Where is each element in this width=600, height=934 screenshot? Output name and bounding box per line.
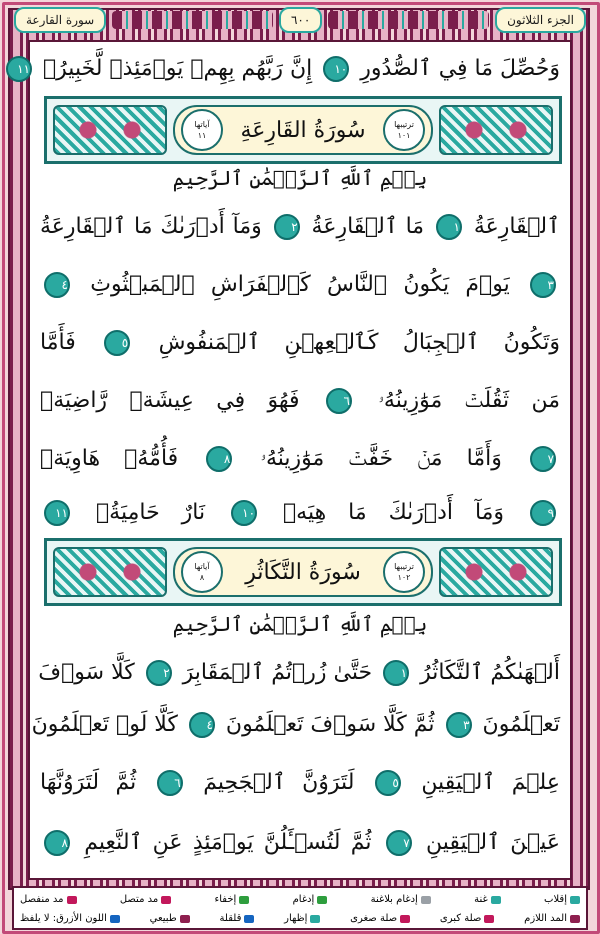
legend-item: إدغام [293, 894, 328, 905]
color-swatch [239, 896, 249, 904]
verse-text: تَعۡلَمُونَ [482, 712, 560, 737]
legend-item: إدغام بلاغنة [371, 894, 431, 905]
surah-banner [44, 538, 562, 606]
color-swatch [400, 915, 410, 923]
page-number: ٦٠٠ [279, 7, 322, 33]
ayah-number-marker: ٩ [530, 500, 556, 526]
banner-ornament [439, 105, 553, 155]
ayah-number-marker: ١١ [6, 56, 32, 82]
color-swatch [317, 896, 327, 904]
verse-text: وَمَآ أَدۡرَىٰكَ مَا ٱلۡقَارِعَةُ [40, 214, 262, 239]
legend-item: طبيعي [150, 913, 190, 924]
verse-line [40, 446, 560, 472]
ayah-number-marker: ٤ [44, 272, 70, 298]
legend-item: مد متصل [120, 894, 171, 905]
ayah-number-marker: ٣ [530, 272, 556, 298]
surah-label: سورة القارعة [14, 7, 106, 33]
legend-item: مد منفصل [20, 894, 76, 905]
header-ornament [328, 11, 489, 29]
legend-item: غنة [474, 894, 501, 905]
header-ornament [112, 11, 273, 29]
verse-text: وَمَآ أَدۡرَىٰكَ مَا هِيَهۡ [282, 500, 505, 525]
legend-row [20, 890, 580, 909]
page-header [14, 6, 586, 34]
surah-banner [44, 96, 562, 164]
verse-text: مَا ٱلۡقَارِعَةُ [311, 214, 425, 239]
color-swatch [570, 896, 580, 904]
verse-text: ثُمَّ كَلَّا سَوۡفَ تَعۡلَمُونَ [225, 712, 435, 737]
verse-text: وَحُصِّلَ مَا فِي ٱلصُّدُورِ [360, 56, 560, 81]
verse-line [17, 56, 560, 82]
basmala: بِسۡمِ ٱللَّهِ ٱلرَّحۡمَٰنِ ٱلرَّحِيمِ [172, 612, 428, 636]
ayah-number-marker: ٨ [206, 446, 232, 472]
color-swatch [161, 896, 171, 904]
verse-line [40, 272, 560, 298]
verse-text: كَلَّا لَوۡ تَعۡلَمُونَ [31, 712, 178, 737]
surah-title-cartouche [173, 105, 433, 155]
color-swatch [421, 896, 431, 904]
verse-line [31, 712, 560, 738]
surah-ayat-medallion: آياتها ١١ [181, 109, 223, 151]
verse-line [40, 660, 560, 686]
verse-text: لَتَرَوُنَّ ٱلۡجَحِيمَ [203, 770, 355, 795]
verse-text: إِنَّ رَبَّهُم بِهِمۡ يَوۡمَئِذٖ لَّخَبِيرُۢ [42, 56, 313, 81]
surah-title: سُورَةُ القَارِعَةِ [240, 117, 366, 143]
ayah-number-marker: ١ [436, 214, 462, 240]
verse-text: عَيۡنَ ٱلۡيَقِينِ [426, 830, 560, 855]
ayah-number-marker: ٣ [446, 712, 472, 738]
verse-text: وَتَكُونُ ٱلۡجِبَالُ كَٱلۡعِهۡنِ ٱلۡمَنفُوشِ [158, 330, 561, 355]
surah-order-medallion: ترتيبها ١٠١ [383, 109, 425, 151]
legend-item: صلة صغرى [350, 913, 410, 924]
color-swatch [67, 896, 77, 904]
surah-title: سُورَةُ التَّكَاثُرِ [245, 559, 361, 585]
ayah-number-marker: ٧ [530, 446, 556, 472]
verse-text: حَتَّىٰ زُرۡتُمُ ٱلۡمَقَابِرَ [182, 660, 373, 685]
verse-text: كَلَّا سَوۡفَ [38, 660, 135, 685]
ayah-number-marker: ٤ [189, 712, 215, 738]
color-swatch [110, 915, 120, 923]
verse-text: ثُمَّ لَتُسۡـَٔلُنَّ يَوۡمَئِذٍ عَنِ ٱلنَّعِيمِ [84, 830, 372, 855]
ayah-number-marker: ٥ [375, 770, 401, 796]
verse-line [40, 214, 560, 240]
surah-ayat-medallion: آياتها ٨ [181, 551, 223, 593]
ayah-number-marker: ١٠ [323, 56, 349, 82]
verse-line [40, 388, 560, 414]
legend-item: إخفاء [215, 894, 250, 905]
verse-text: ثُمَّ لَتَرَوُنَّهَا [40, 770, 137, 795]
color-swatch [310, 915, 320, 923]
verse-line [40, 330, 560, 356]
ayah-number-marker: ١٠ [231, 500, 257, 526]
surah-order-medallion: ترتيبها ١٠٢ [383, 551, 425, 593]
color-swatch [570, 915, 580, 923]
color-swatch [484, 915, 494, 923]
verse-text: فَأَمَّا [40, 330, 76, 355]
tajweed-legend [12, 886, 588, 930]
color-swatch [244, 915, 254, 923]
banner-ornament [439, 547, 553, 597]
verse-text: مَن ثَقُلَتۡ مَوَٰزِينُهُۥ [378, 388, 561, 413]
verse-line [40, 500, 560, 526]
banner-ornament [53, 547, 167, 597]
ayah-number-marker: ٢ [274, 214, 300, 240]
verse-text: أَلۡهَىٰكُمُ ٱلتَّكَاثُرُ [420, 660, 560, 685]
verse-line [40, 770, 560, 796]
ayah-number-marker: ٦ [157, 770, 183, 796]
verse-line [40, 830, 560, 856]
legend-item: المد اللازم [524, 913, 580, 924]
ayah-number-marker: ٧ [386, 830, 412, 856]
verse-text: عِلۡمَ ٱلۡيَقِينِ [421, 770, 560, 795]
verse-text: فَهُوَ فِي عِيشَةٖ رَّاضِيَةٖ [40, 388, 300, 413]
verse-text: فَأُمُّهُۥ هَاوِيَةٞ [40, 446, 179, 471]
basmala: بِسۡمِ ٱللَّهِ ٱلرَّحۡمَٰنِ ٱلرَّحِيمِ [172, 166, 428, 190]
ayah-number-marker: ٢ [146, 660, 172, 686]
legend-item: إظهار [284, 913, 320, 924]
verse-text: ٱلۡقَارِعَةُ [473, 214, 560, 239]
surah-title-cartouche [173, 547, 433, 597]
legend-item: اللون الأزرق: لا يلفظ [20, 913, 120, 924]
banner-ornament [53, 105, 167, 155]
ayah-number-marker: ٨ [44, 830, 70, 856]
color-swatch [180, 915, 190, 923]
juz-label: الجزء الثلاثون [495, 7, 586, 33]
color-swatch [491, 896, 501, 904]
legend-item: صلة كبرى [440, 913, 494, 924]
verse-text: نَارٌ حَامِيَةُۢ [95, 500, 206, 525]
verse-text: وَأَمَّا مَنۡ خَفَّتۡ مَوَٰزِينُهُۥ [260, 446, 502, 471]
ayah-number-marker: ٦ [326, 388, 352, 414]
ayah-number-marker: ٥ [104, 330, 130, 356]
legend-item: إقلاب [544, 894, 580, 905]
verse-text: يَوۡمَ يَكُونُ ٱلنَّاسُ كَٱلۡفَرَاشِ ٱلۡمَبۡثُوثِ [90, 272, 510, 297]
legend-row [20, 909, 580, 928]
legend-item: قلقلة [220, 913, 255, 924]
ayah-number-marker: ١١ [44, 500, 70, 526]
ayah-number-marker: ١ [383, 660, 409, 686]
